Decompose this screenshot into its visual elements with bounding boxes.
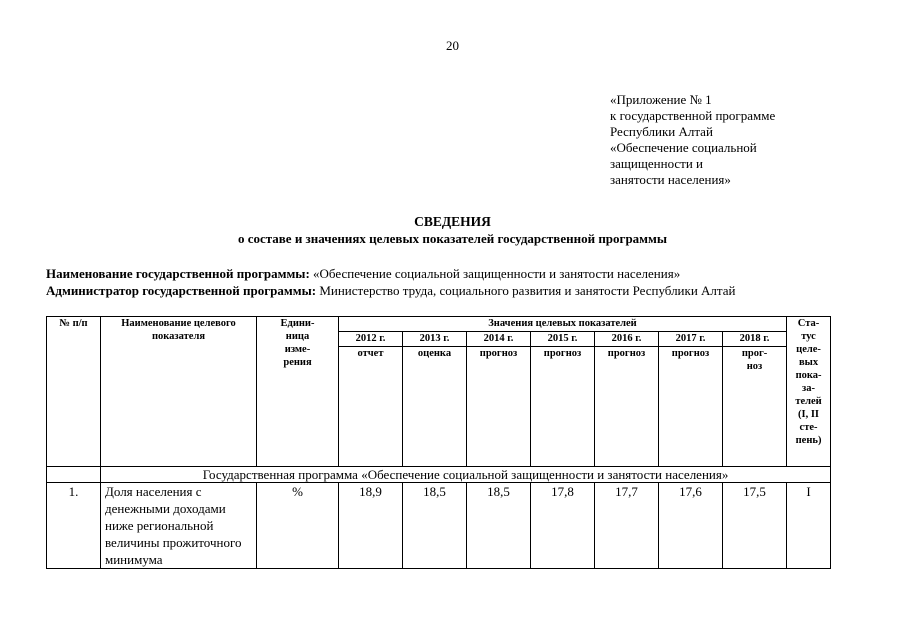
appendix-line: «Обеспечение социальной bbox=[610, 140, 757, 155]
program-label: Наименование государственной программы: bbox=[46, 266, 310, 281]
value-type: прогноз bbox=[659, 347, 723, 467]
row-value: 18,5 bbox=[467, 483, 531, 569]
row-unit: % bbox=[257, 483, 339, 569]
year-2014: 2014 г. bbox=[467, 332, 531, 347]
year-2018: 2018 г. bbox=[723, 332, 787, 347]
administrator-line bbox=[46, 283, 735, 299]
administrator-label: Администратор государственной программы: bbox=[46, 283, 317, 298]
value-type: отчет bbox=[339, 347, 403, 467]
header-num: № п/п bbox=[47, 317, 101, 467]
row-status: I bbox=[787, 483, 831, 569]
row-value: 18,9 bbox=[339, 483, 403, 569]
program-line bbox=[46, 266, 680, 282]
year-2012: 2012 г. bbox=[339, 332, 403, 347]
document-title: СВЕДЕНИЯ bbox=[414, 214, 491, 229]
value-type: прогноз bbox=[531, 347, 595, 467]
section-title: Государственная программа «Обеспечение социальной защищенности и занятости населения» bbox=[101, 467, 831, 483]
row-value: 17,5 bbox=[723, 483, 787, 569]
year-2015: 2015 г. bbox=[531, 332, 595, 347]
appendix-line: Республики Алтай bbox=[610, 124, 713, 139]
value-type: прог- ноз bbox=[723, 347, 787, 467]
row-value: 18,5 bbox=[403, 483, 467, 569]
header-status: Ста- тус целе- вых пока- за- телей (I, II сте- пень) bbox=[787, 317, 831, 467]
year-2016: 2016 г. bbox=[595, 332, 659, 347]
row-value: 17,8 bbox=[531, 483, 595, 569]
appendix-line: к государственной программе bbox=[610, 108, 776, 123]
appendix-line: защищенности и bbox=[610, 156, 704, 171]
page-number: 20 bbox=[446, 38, 459, 53]
header-values: Значения целевых показателей bbox=[339, 317, 787, 332]
program-value: «Обеспечение социальной защищенности и занятости населения» bbox=[313, 266, 681, 281]
row-num: 1. bbox=[47, 483, 101, 569]
year-2013: 2013 г. bbox=[403, 332, 467, 347]
indicators-table bbox=[46, 316, 831, 569]
row-value: 17,7 bbox=[595, 483, 659, 569]
appendix-note bbox=[610, 92, 775, 188]
row-value: 17,6 bbox=[659, 483, 723, 569]
document-subtitle: о составе и значениях целевых показателей государственной программы bbox=[237, 231, 668, 246]
year-2017: 2017 г. bbox=[659, 332, 723, 347]
header-name: Наименование целевого показателя bbox=[101, 317, 257, 467]
administrator-value: Министерство труда, социального развития и занятости Республики Алтай bbox=[319, 283, 736, 298]
value-type: прогноз bbox=[595, 347, 659, 467]
header-unit: Едини- ница изме- рения bbox=[257, 317, 339, 467]
section-num-cell bbox=[47, 467, 101, 483]
value-type: прогноз bbox=[467, 347, 531, 467]
row-name: Доля населения с денежными доходами ниже региональной величины прожиточного минимума bbox=[101, 483, 257, 569]
table-row bbox=[47, 483, 831, 569]
value-type: оценка bbox=[403, 347, 467, 467]
appendix-line: «Приложение № 1 bbox=[610, 92, 712, 107]
appendix-line: занятости населения» bbox=[610, 172, 731, 187]
